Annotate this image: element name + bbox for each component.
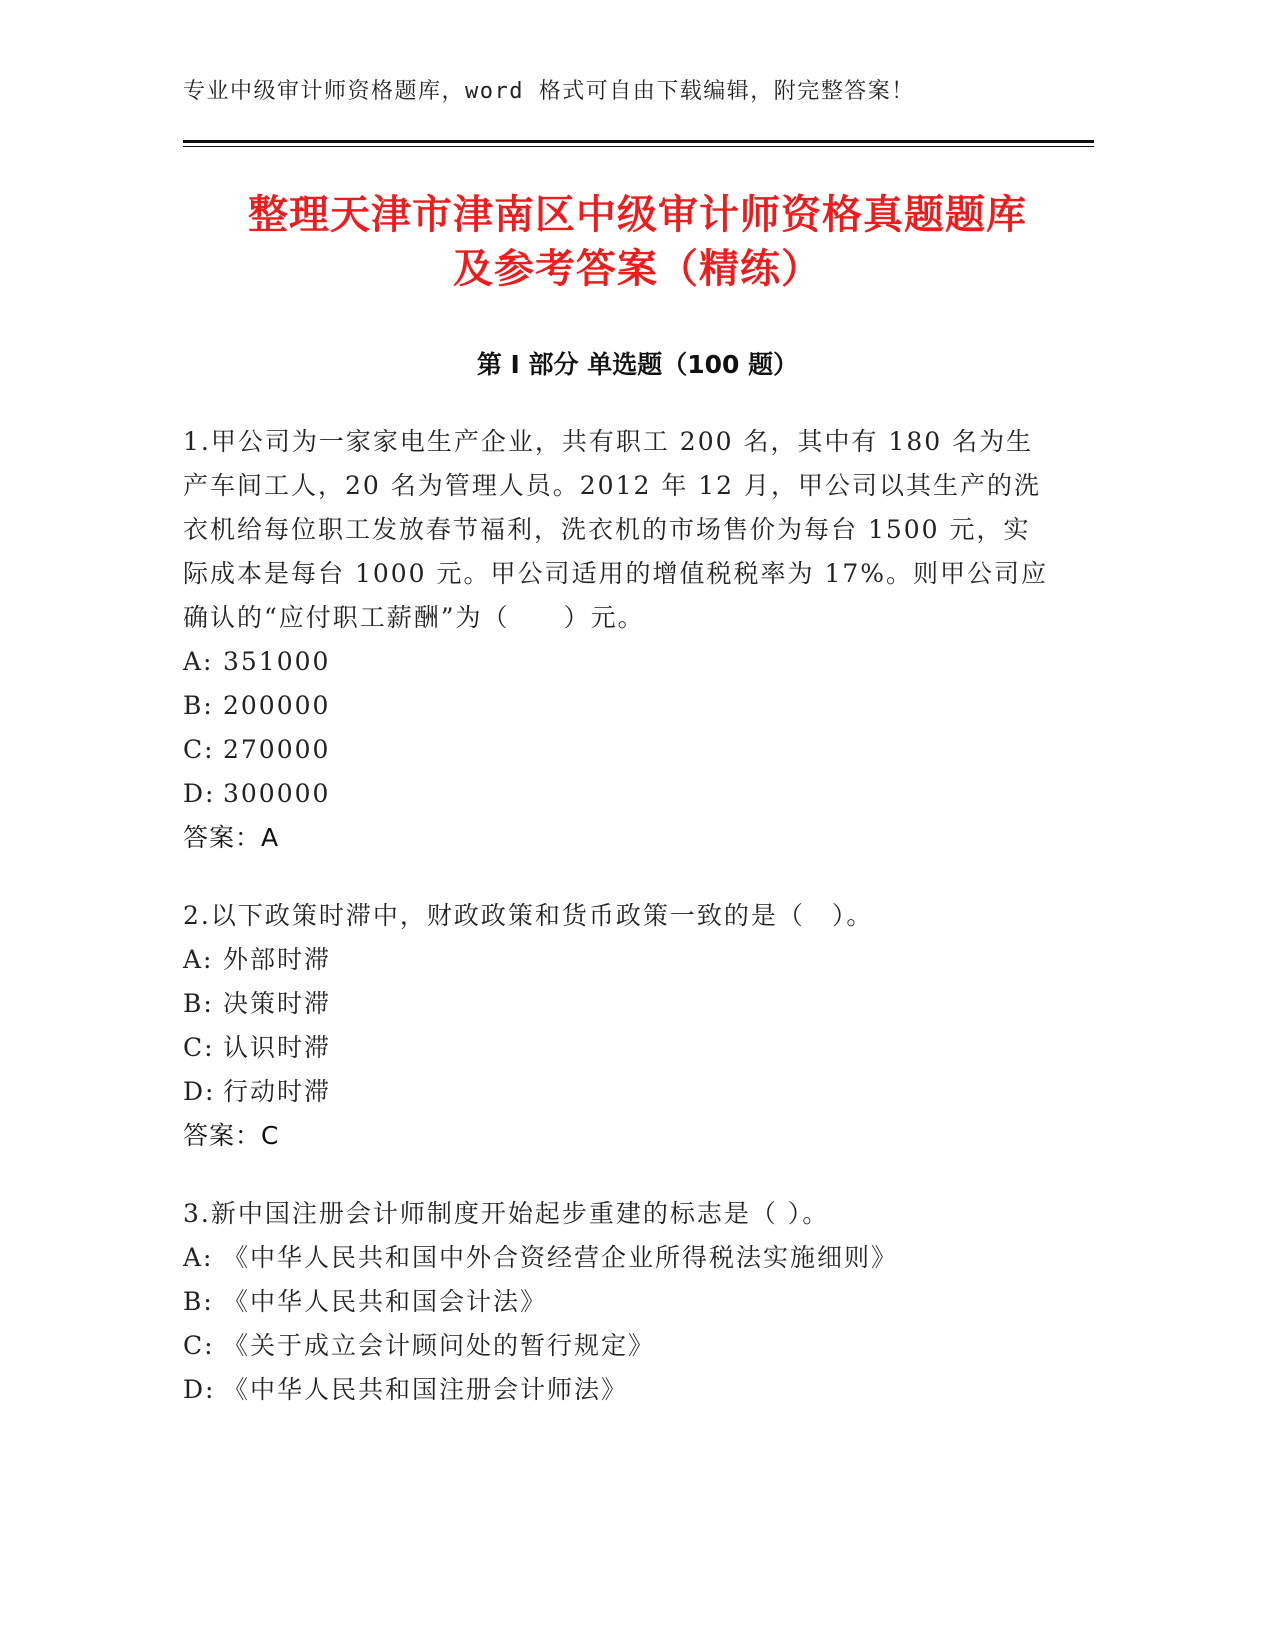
option-text: 《中华人民共和国注册会计师法》 [223,1375,629,1404]
question-stem: 3.新中国注册会计师制度开始起步重建的标志是（ ）。 [183,1199,830,1228]
option-text: 外部时滞 [223,945,332,974]
option-letter: D: [183,1077,216,1106]
header-rule-thin [183,146,1094,147]
question-1 [183,420,1053,860]
option-a [183,1236,1053,1280]
option-text: 270000 [223,735,331,764]
option-letter: A: [183,945,214,974]
option-letter: C: [183,1033,215,1062]
header-note: 专业中级审计师资格题库，word 格式可自由下载编辑，附完整答案！ [183,79,915,104]
option-d [183,772,1053,816]
question-stem: 2.以下政策时滞中，财政政策和货币政策一致的是（ ）。 [183,901,874,930]
option-letter: B: [183,989,214,1018]
option-c [183,1324,1053,1368]
option-text: 351000 [223,647,331,676]
option-b [183,982,1053,1026]
option-letter: B: [183,1287,214,1316]
option-b [183,1280,1053,1324]
option-d [183,1368,1053,1412]
option-text: 《中华人民共和国会计法》 [223,1287,548,1316]
option-text: 《中华人民共和国中外合资经营企业所得税法实施细则》 [223,1243,899,1272]
option-text: 300000 [223,779,331,808]
option-d [183,1070,1053,1114]
option-letter: D: [183,779,216,808]
question-stem: 1.甲公司为一家家电生产企业，共有职工 200 名，其中有 180 名为生产车间工人，20 名为管理人员。2012 年 12 月，甲公司以其生产的洗衣机给每位职工发放春节福利，洗衣机的市场售价为每台 1500 元，实际成本是每台 1000 元。甲公司适用的增值税税率为 17%。则甲公司应确认的“应付职工薪酬”为（ ）元。 [183,427,1049,632]
title-line-1: 整理天津市津南区中级审计师资格真题题库 [248,192,1027,238]
option-letter: A: [183,647,214,676]
title-line-2: 及参考答案（精练） [453,246,822,292]
option-text: 行动时滞 [223,1077,332,1106]
option-letter: C: [183,735,215,764]
option-text: 《关于成立会计顾问处的暂行规定》 [223,1331,656,1360]
section-title: 第 I 部分 单选题（100 题） [476,350,799,379]
option-text: 决策时滞 [223,989,332,1018]
document-title [150,188,1125,296]
header-rule-thick [183,140,1094,143]
option-a [183,938,1053,982]
option-text: 200000 [223,691,331,720]
question-list [183,420,1053,1446]
option-letter: B: [183,691,214,720]
option-c [183,1026,1053,1070]
answer-line: 答案：A [183,823,280,852]
option-a [183,640,1053,684]
option-c [183,728,1053,772]
answer-line: 答案：C [183,1121,280,1150]
option-text: 认识时滞 [223,1033,332,1062]
question-2 [183,894,1053,1158]
question-3 [183,1192,1053,1412]
option-b [183,684,1053,728]
option-letter: D: [183,1375,216,1404]
option-letter: A: [183,1243,214,1272]
option-letter: C: [183,1331,215,1360]
